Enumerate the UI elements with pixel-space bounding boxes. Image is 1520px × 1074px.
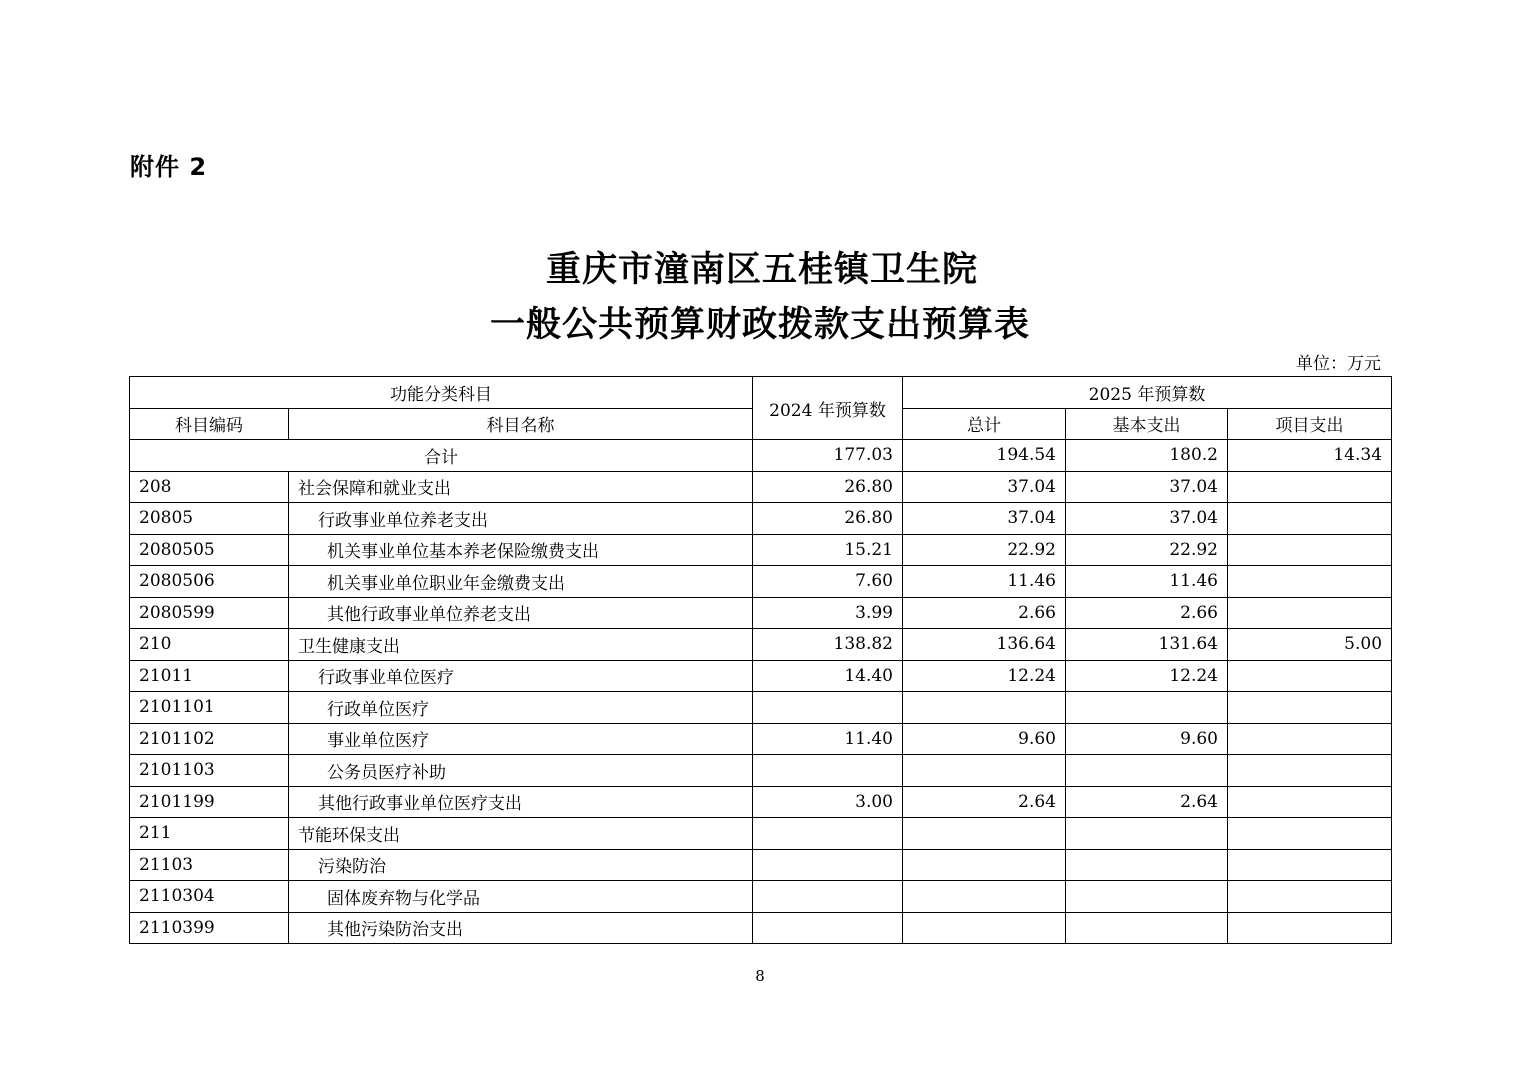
row-total: 9.60 [903, 723, 1066, 755]
row-code: 21103 [130, 849, 289, 881]
row-code: 2101102 [130, 723, 289, 755]
unit-label: 单位：万元 [1296, 354, 1381, 374]
row-code: 2080599 [130, 597, 289, 629]
row-code: 210 [130, 629, 289, 661]
row-name: 机关事业单位基本养老保险缴费支出 [289, 534, 753, 566]
row-project [1228, 881, 1392, 913]
row-project [1228, 534, 1392, 566]
row-total [903, 881, 1066, 913]
row-code: 21011 [130, 660, 289, 692]
row-b2024 [753, 692, 903, 724]
row-b2024: 11.40 [753, 723, 903, 755]
row-code: 211 [130, 818, 289, 850]
row-project [1228, 597, 1392, 629]
row-project [1228, 692, 1392, 724]
row-basic [1066, 912, 1228, 944]
row-b2024 [753, 912, 903, 944]
page-number: 8 [755, 967, 765, 985]
row-basic [1066, 849, 1228, 881]
row-name: 公务员医疗补助 [289, 755, 753, 787]
row-b2024: 15.21 [753, 534, 903, 566]
table-row [130, 534, 1392, 566]
row-name: 机关事业单位职业年金缴费支出 [289, 566, 753, 598]
table-row [130, 629, 1392, 661]
row-basic: 37.04 [1066, 471, 1228, 503]
row-b2024: 138.82 [753, 629, 903, 661]
document-title-line1: 重庆市潼南区五桂镇卫生院 [545, 249, 978, 290]
table-row [130, 471, 1392, 503]
header-budget-2024: 2024 年预算数 [753, 377, 903, 440]
row-code: 208 [130, 471, 289, 503]
row-name: 其他行政事业单位医疗支出 [289, 786, 753, 818]
row-total: 22.92 [903, 534, 1066, 566]
row-total: 11.46 [903, 566, 1066, 598]
row-code: 2110304 [130, 881, 289, 913]
row-code: 2080505 [130, 534, 289, 566]
row-project [1228, 912, 1392, 944]
row-project [1228, 566, 1392, 598]
row-basic: 9.60 [1066, 723, 1228, 755]
total-basic: 180.2 [1066, 440, 1228, 472]
row-name: 节能环保支出 [289, 818, 753, 850]
row-basic: 131.64 [1066, 629, 1228, 661]
row-b2024: 7.60 [753, 566, 903, 598]
row-b2024 [753, 818, 903, 850]
row-project [1228, 818, 1392, 850]
header-functional: 功能分类科目 [130, 377, 753, 409]
row-name: 固体废弃物与化学品 [289, 881, 753, 913]
row-total: 136.64 [903, 629, 1066, 661]
row-code: 2080506 [130, 566, 289, 598]
row-basic: 12.24 [1066, 660, 1228, 692]
row-b2024 [753, 849, 903, 881]
row-b2024: 14.40 [753, 660, 903, 692]
row-project [1228, 755, 1392, 787]
row-name: 其他污染防治支出 [289, 912, 753, 944]
header-basic: 基本支出 [1066, 408, 1228, 440]
row-code: 2101101 [130, 692, 289, 724]
row-total: 2.66 [903, 597, 1066, 629]
table-row [130, 723, 1392, 755]
header-row-1 [130, 377, 1392, 409]
row-code: 2110399 [130, 912, 289, 944]
table-row [130, 660, 1392, 692]
total-b2024: 177.03 [753, 440, 903, 472]
row-total [903, 912, 1066, 944]
row-name: 污染防治 [289, 849, 753, 881]
row-project: 5.00 [1228, 629, 1392, 661]
table-row [130, 912, 1392, 944]
row-code: 20805 [130, 503, 289, 535]
attachment-label: 附件 2 [130, 153, 208, 181]
row-b2024: 3.99 [753, 597, 903, 629]
row-basic: 11.46 [1066, 566, 1228, 598]
table-row [130, 849, 1392, 881]
table-row [130, 597, 1392, 629]
table-row [130, 786, 1392, 818]
row-total: 37.04 [903, 471, 1066, 503]
row-b2024: 26.80 [753, 471, 903, 503]
table-row [130, 755, 1392, 787]
row-name: 行政单位医疗 [289, 692, 753, 724]
header-project: 项目支出 [1228, 408, 1392, 440]
row-basic [1066, 881, 1228, 913]
row-name: 行政事业单位医疗 [289, 660, 753, 692]
row-project [1228, 503, 1392, 535]
table-row [130, 818, 1392, 850]
row-project [1228, 723, 1392, 755]
row-code: 2101199 [130, 786, 289, 818]
row-basic [1066, 818, 1228, 850]
row-b2024 [753, 881, 903, 913]
row-basic: 2.66 [1066, 597, 1228, 629]
row-name: 行政事业单位养老支出 [289, 503, 753, 535]
row-total [903, 755, 1066, 787]
row-b2024: 26.80 [753, 503, 903, 535]
table-row [130, 692, 1392, 724]
header-budget-2025: 2025 年预算数 [903, 377, 1392, 409]
total-project: 14.34 [1228, 440, 1392, 472]
row-total [903, 692, 1066, 724]
total-label: 合计 [130, 440, 753, 472]
row-name: 其他行政事业单位养老支出 [289, 597, 753, 629]
row-project [1228, 849, 1392, 881]
table-row [130, 566, 1392, 598]
row-project [1228, 471, 1392, 503]
row-project [1228, 660, 1392, 692]
table-row [130, 881, 1392, 913]
row-name: 社会保障和就业支出 [289, 471, 753, 503]
total-total: 194.54 [903, 440, 1066, 472]
row-total: 12.24 [903, 660, 1066, 692]
table-row [130, 503, 1392, 535]
row-b2024: 3.00 [753, 786, 903, 818]
row-name: 卫生健康支出 [289, 629, 753, 661]
row-total [903, 849, 1066, 881]
row-total: 37.04 [903, 503, 1066, 535]
budget-table [129, 376, 1392, 944]
row-name: 事业单位医疗 [289, 723, 753, 755]
header-name: 科目名称 [289, 408, 753, 440]
row-b2024 [753, 755, 903, 787]
total-row [130, 440, 1392, 472]
row-basic: 37.04 [1066, 503, 1228, 535]
document-title-line2: 一般公共预算财政拨款支出预算表 [489, 304, 1030, 345]
row-basic: 2.64 [1066, 786, 1228, 818]
row-code: 2101103 [130, 755, 289, 787]
row-basic: 22.92 [1066, 534, 1228, 566]
row-project [1228, 786, 1392, 818]
header-code: 科目编码 [130, 408, 289, 440]
row-total: 2.64 [903, 786, 1066, 818]
row-total [903, 818, 1066, 850]
row-basic [1066, 755, 1228, 787]
header-total: 总计 [903, 408, 1066, 440]
row-basic [1066, 692, 1228, 724]
